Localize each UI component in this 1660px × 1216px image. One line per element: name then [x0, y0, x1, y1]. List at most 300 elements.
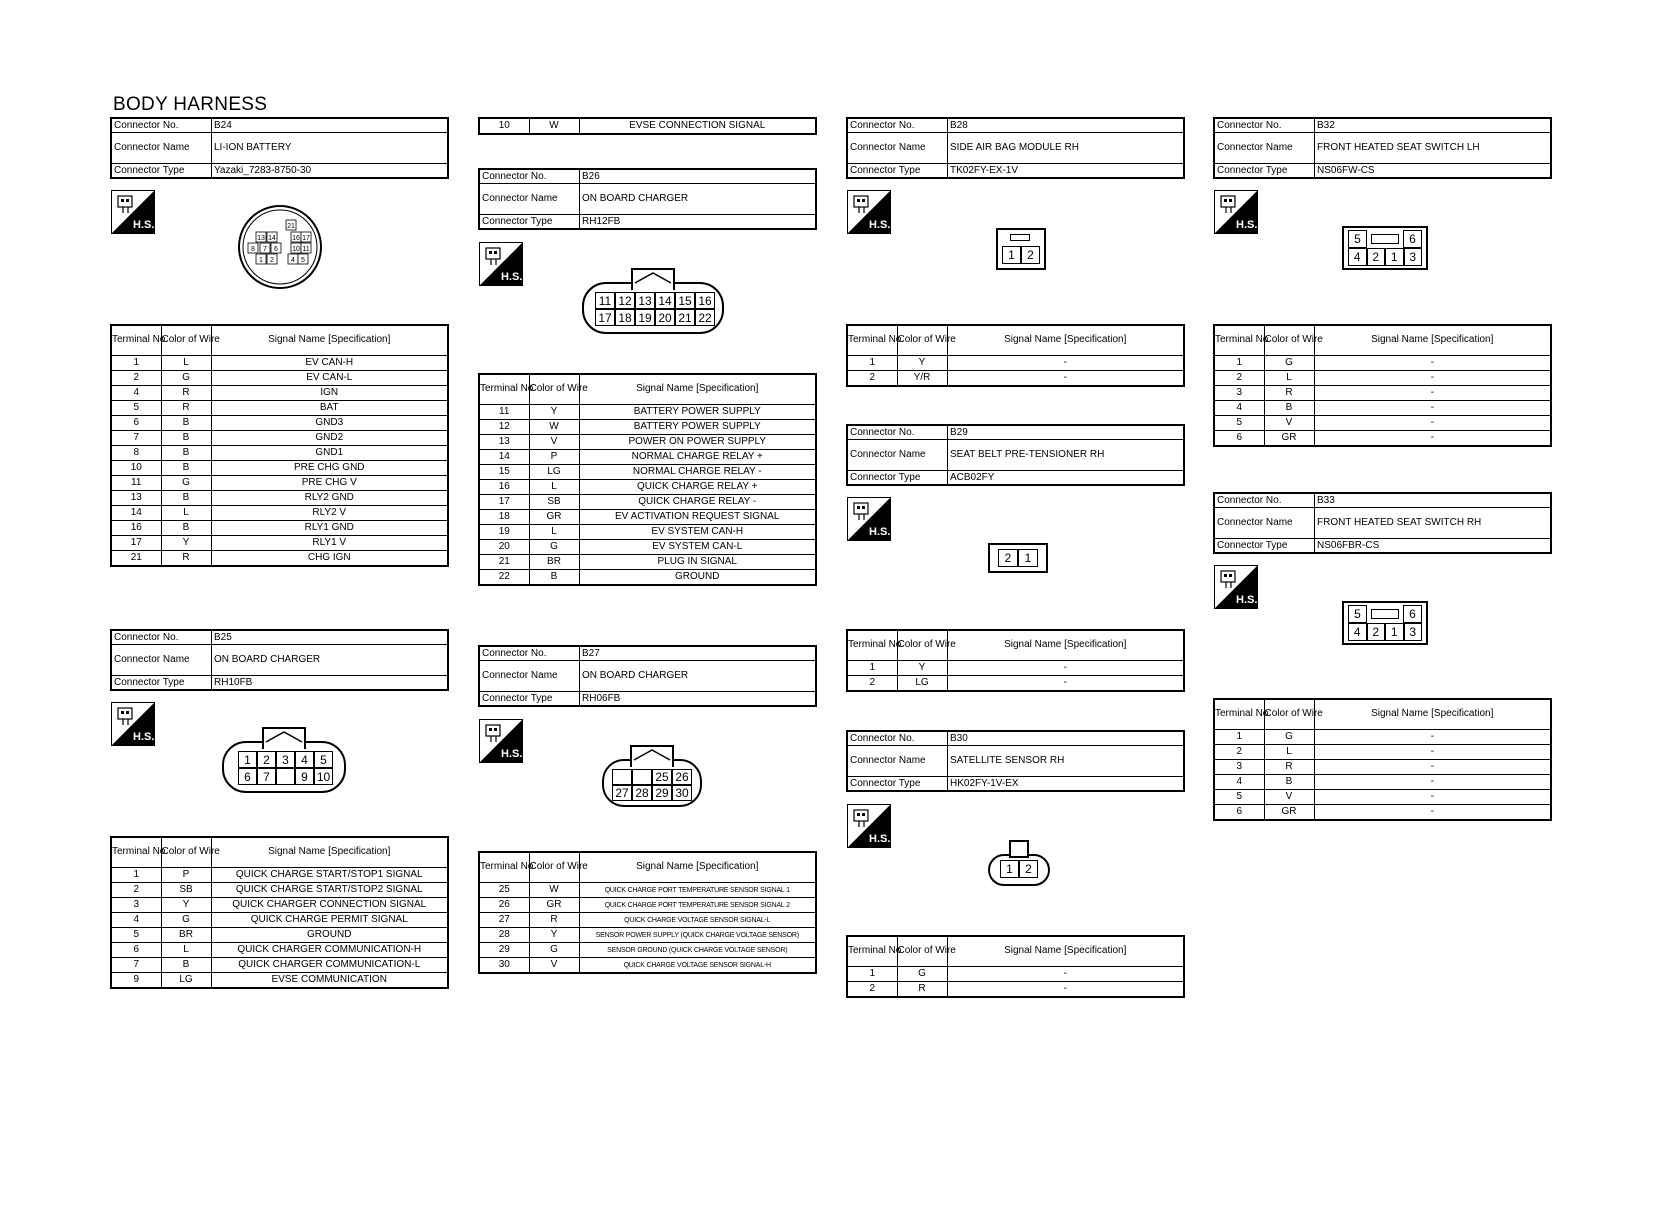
wire-color-cell: L — [1264, 371, 1314, 386]
connector-name-label — [1214, 133, 1315, 164]
terminal-table-b28 — [846, 324, 1185, 387]
wire-color-cell: G — [529, 943, 579, 958]
connector-name-text: FRONT HEATED SEAT SWITCH RH — [1317, 517, 1482, 528]
pin-cell: 1 — [1385, 623, 1404, 641]
pin-cell: 22 — [695, 309, 715, 326]
connector-name-label — [479, 184, 580, 215]
terminal-no-cell: 30 — [479, 958, 529, 974]
signal-name-cell: QUICK CHARGE RELAY + — [579, 480, 816, 495]
connector-type-label-text: Connector Type — [482, 692, 553, 704]
signal-name-cell: - — [1314, 790, 1551, 805]
connector-type-label-text: Connector Type — [850, 164, 921, 176]
connector-no-value — [948, 731, 1185, 746]
terminal-table-b33 — [1213, 698, 1552, 821]
harness-side-icon — [847, 804, 891, 848]
connector-no-label — [1214, 493, 1315, 508]
wire-color-cell: B — [161, 461, 211, 476]
pin-cell: 3 — [1404, 623, 1423, 641]
signal-name-header-text: Signal Name [Specification] — [1004, 945, 1127, 957]
signal-name-cell: RLY2 V — [211, 506, 448, 521]
terminal-no-cell: 6 — [1214, 431, 1264, 447]
hs-label: H.S. — [869, 219, 891, 231]
wire-color-cell: B — [161, 491, 211, 506]
signal-name-cell: EV CAN-H — [211, 356, 448, 371]
table-row — [111, 928, 448, 943]
connector-name-label — [847, 440, 948, 471]
connector-type-value — [948, 777, 1185, 792]
terminal-no-header-text: Terminal No. — [848, 334, 905, 346]
pin-cell: 4 — [1348, 623, 1367, 641]
pin-cell: 2 — [998, 549, 1018, 567]
wire-color-cell: G — [897, 967, 947, 982]
pin-cell: 2 — [257, 751, 276, 768]
connector-no-label — [1214, 118, 1315, 133]
wire-color-cell: L — [161, 356, 211, 371]
connector-name-label — [111, 645, 212, 676]
hs-badge-icon — [847, 804, 891, 848]
connector-type-label — [479, 215, 580, 230]
signal-name-cell: - — [947, 356, 1184, 371]
table-row — [1214, 730, 1551, 745]
color-of-wire-header-text: Color of Wire — [529, 861, 588, 873]
pin-number: 13 — [257, 235, 265, 242]
terminal-no-header — [111, 837, 169, 868]
connector-no-text: B26 — [582, 170, 600, 182]
signal-name-cell: - — [947, 676, 1184, 692]
terminal-no-header — [847, 630, 905, 661]
signal-name-cell: - — [947, 371, 1184, 387]
wire-color-cell: B — [161, 521, 211, 536]
signal-name-cell: RLY2 GND — [211, 491, 448, 506]
terminal-table-b29 — [846, 629, 1185, 692]
harness-side-icon — [479, 242, 523, 286]
connector-no-label-text: Connector No. — [482, 170, 547, 182]
signal-name-cell: EVSE CONNECTION SIGNAL — [579, 118, 816, 134]
connector-no-label-text: Connector No. — [1217, 494, 1282, 506]
table-row — [479, 555, 816, 570]
signal-name-cell: - — [947, 967, 1184, 982]
connector-no-text: B25 — [214, 631, 232, 643]
connector-no-text: B30 — [950, 732, 968, 744]
signal-name-cell: - — [1314, 745, 1551, 760]
signal-name-header-text: Signal Name [Specification] — [636, 861, 759, 873]
table-row — [111, 446, 448, 461]
hs-label: H.S. — [1236, 594, 1258, 606]
signal-name-cell: NORMAL CHARGE RELAY - — [579, 465, 816, 480]
table-row — [479, 913, 816, 928]
signal-name-cell: GND3 — [211, 416, 448, 431]
wire-color-cell: Y — [897, 661, 947, 676]
table-row — [111, 461, 448, 476]
pin-cell: 13 — [635, 292, 655, 309]
connector-no-label-text: Connector No. — [850, 426, 915, 438]
wire-color-cell: LG — [529, 465, 579, 480]
signal-name-cell: BATTERY POWER SUPPLY — [579, 405, 816, 420]
pin-cell: 10 — [314, 768, 333, 785]
terminal-no-cell: 4 — [111, 913, 161, 928]
connector-type-value — [580, 215, 817, 230]
connector-name-label — [847, 746, 948, 777]
signal-name-cell: QUICK CHARGE START/STOP2 SIGNAL — [211, 883, 448, 898]
pin-cell: 28 — [632, 785, 652, 801]
wire-color-cell: L — [529, 480, 579, 495]
terminal-no-header-text: Terminal No. — [112, 846, 169, 858]
pin-cell: 2 — [1021, 246, 1040, 264]
table-row — [111, 536, 448, 551]
connector-type-label-text: Connector Type — [850, 471, 921, 483]
connector-type-label-text: Connector Type — [1217, 539, 1288, 551]
terminal-table-b32 — [1213, 324, 1552, 447]
terminal-table-b26 — [478, 373, 817, 586]
signal-name-cell: - — [1314, 431, 1551, 447]
terminal-no-header-text: Terminal No. — [1215, 334, 1272, 346]
table-row — [847, 661, 1184, 676]
signal-name-cell: QUICK CHARGER CONNECTION SIGNAL — [211, 898, 448, 913]
signal-name-header — [947, 630, 1184, 661]
connector-name-text: LI-ION BATTERY — [214, 142, 292, 153]
signal-name-cell: - — [1314, 386, 1551, 401]
signal-name-cell: PRE CHG V — [211, 476, 448, 491]
connector-name-text: FRONT HEATED SEAT SWITCH LH — [1317, 142, 1480, 153]
terminal-no-cell: 18 — [479, 510, 529, 525]
signal-name-cell: QUICK CHARGE START/STOP1 SIGNAL — [211, 868, 448, 883]
pin-cell: 3 — [1404, 248, 1423, 266]
terminal-no-cell: 14 — [111, 506, 161, 521]
terminal-no-cell: 2 — [847, 676, 897, 692]
terminal-no-cell: 6 — [111, 416, 161, 431]
connector-name-text: SIDE AIR BAG MODULE RH — [950, 142, 1079, 153]
connector-info-b33 — [1213, 492, 1552, 554]
wire-color-cell: B — [1264, 775, 1314, 790]
pin-cell: 2 — [1367, 248, 1386, 266]
signal-name-header-text: Signal Name [Specification] — [636, 383, 759, 395]
signal-name-cell: NORMAL CHARGE RELAY + — [579, 450, 816, 465]
terminal-no-header — [847, 325, 905, 356]
pin-cell — [276, 768, 295, 785]
color-of-wire-header-text: Color of Wire — [529, 383, 588, 395]
terminal-no-header-text: Terminal No. — [848, 945, 905, 957]
color-of-wire-header — [897, 325, 956, 356]
connector-info-b24 — [110, 117, 449, 179]
connector-type-label-text: Connector Type — [1217, 164, 1288, 176]
connector-info-b25 — [110, 629, 449, 691]
pin-cell: 4 — [1348, 248, 1367, 266]
pin-cell: 5 — [1348, 230, 1367, 248]
connector-name-label-text: Connector Name — [850, 142, 926, 153]
connector-no-label — [111, 630, 212, 645]
hs-label: H.S. — [869, 833, 891, 845]
hs-label: H.S. — [133, 219, 155, 231]
connector-no-label-text: Connector No. — [114, 119, 179, 131]
pin-cell: 25 — [652, 769, 672, 785]
hs-badge-icon — [1214, 190, 1258, 234]
hs-badge-icon — [111, 702, 155, 746]
pin-cell: 15 — [675, 292, 695, 309]
terminal-no-cell: 6 — [111, 943, 161, 958]
wire-color-cell: B — [161, 446, 211, 461]
wire-color-cell: G — [1264, 730, 1314, 745]
signal-name-cell: GND1 — [211, 446, 448, 461]
pin-number: 7 — [263, 246, 267, 253]
terminal-no-cell: 1 — [847, 356, 897, 371]
table-row — [111, 958, 448, 973]
connector-type-label — [479, 692, 580, 707]
pin-number: 17 — [302, 235, 310, 242]
terminal-no-cell: 1 — [111, 356, 161, 371]
terminal-no-cell: 5 — [111, 401, 161, 416]
signal-name-cell: - — [1314, 805, 1551, 821]
connector-type-label-text: Connector Type — [850, 777, 921, 789]
pin-cell: 26 — [672, 769, 692, 785]
wire-color-cell: G — [529, 540, 579, 555]
wire-color-cell: P — [161, 868, 211, 883]
terminal-no-cell: 19 — [479, 525, 529, 540]
wire-color-cell: SB — [161, 883, 211, 898]
terminal-no-cell: 14 — [479, 450, 529, 465]
connector-type-text: RH06FB — [582, 692, 621, 704]
terminal-no-cell: 2 — [1214, 745, 1264, 760]
connector-no-value — [212, 630, 449, 645]
pin-cell: 11 — [595, 292, 615, 309]
pin-number: 6 — [274, 246, 278, 253]
signal-name-cell: GROUND — [579, 570, 816, 586]
connector-name-value — [948, 746, 1185, 777]
pin-cell: 19 — [635, 309, 655, 326]
connector-no-label — [479, 646, 580, 661]
connector-no-label-text: Connector No. — [114, 631, 179, 643]
connector-face-b27 — [602, 745, 702, 807]
wire-color-cell: R — [161, 386, 211, 401]
terminal-no-header — [1214, 699, 1272, 730]
hs-badge-icon — [847, 497, 891, 541]
table-row — [847, 967, 1184, 982]
terminal-no-cell: 13 — [479, 435, 529, 450]
color-of-wire-header — [161, 837, 220, 868]
signal-name-cell: BAT — [211, 401, 448, 416]
wire-color-cell: W — [529, 118, 579, 134]
signal-name-cell: BATTERY POWER SUPPLY — [579, 420, 816, 435]
table-row — [111, 416, 448, 431]
color-of-wire-header — [897, 936, 956, 967]
color-of-wire-header — [529, 852, 588, 883]
connector-name-value — [948, 133, 1185, 164]
wire-color-cell: Y — [897, 356, 947, 371]
connector-type-value — [1315, 164, 1552, 179]
table-row — [479, 420, 816, 435]
wire-color-cell: SB — [529, 495, 579, 510]
signal-name-cell: QUICK CHARGE RELAY - — [579, 495, 816, 510]
pin-cell: 4 — [295, 751, 314, 768]
connector-name-label-text: Connector Name — [1217, 517, 1293, 528]
pin-cell: 14 — [655, 292, 675, 309]
wire-color-cell: BR — [529, 555, 579, 570]
signal-name-cell: SENSOR POWER SUPPLY (QUICK CHARGE VOLTAGE SENSOR) — [579, 928, 816, 943]
wire-color-cell: V — [529, 958, 579, 974]
connector-type-label — [1214, 164, 1315, 179]
connector-name-text: SEAT BELT PRE-TENSIONER RH — [950, 449, 1105, 460]
table-row — [479, 465, 816, 480]
connector-type-label-text: Connector Type — [482, 215, 553, 227]
table-row — [479, 480, 816, 495]
signal-name-header — [579, 374, 816, 405]
signal-name-header-text: Signal Name [Specification] — [1371, 334, 1494, 346]
terminal-no-cell: 1 — [1214, 730, 1264, 745]
connector-face-b25 — [222, 727, 346, 793]
pin-cell — [632, 769, 652, 785]
terminal-no-cell: 29 — [479, 943, 529, 958]
wire-color-cell: LG — [897, 676, 947, 692]
table-row — [847, 982, 1184, 998]
connector-name-value — [580, 184, 817, 215]
wire-color-cell: G — [161, 371, 211, 386]
signal-name-header — [579, 852, 816, 883]
signal-name-header-text: Signal Name [Specification] — [268, 334, 391, 346]
color-of-wire-header-text: Color of Wire — [897, 639, 956, 651]
color-of-wire-header — [897, 630, 956, 661]
table-row — [479, 943, 816, 958]
wire-color-cell: L — [529, 525, 579, 540]
connector-no-value — [1315, 493, 1552, 508]
terminal-no-cell: 1 — [1214, 356, 1264, 371]
terminal-no-cell: 2 — [847, 371, 897, 387]
terminal-no-cell: 1 — [847, 967, 897, 982]
connector-name-text: ON BOARD CHARGER — [214, 654, 321, 665]
table-row — [1214, 431, 1551, 447]
connector-no-value — [948, 118, 1185, 133]
connector-type-text: RH10FB — [214, 676, 253, 688]
hs-label: H.S. — [133, 731, 155, 743]
pin-number: 11 — [302, 246, 310, 253]
signal-name-cell: QUICK CHARGE PERMIT SIGNAL — [211, 913, 448, 928]
table-row — [111, 551, 448, 567]
signal-name-cell: - — [1314, 760, 1551, 775]
pin-number: 16 — [292, 235, 300, 242]
table-row — [111, 386, 448, 401]
pin-number: 4 — [291, 257, 295, 264]
harness-side-icon — [1214, 190, 1258, 234]
table-row — [111, 371, 448, 386]
wire-color-cell: R — [529, 913, 579, 928]
terminal-no-cell: 11 — [479, 405, 529, 420]
signal-name-cell: GND2 — [211, 431, 448, 446]
table-row — [479, 883, 816, 898]
table-row — [479, 118, 816, 134]
latch-arrow-icon — [632, 747, 672, 761]
color-of-wire-header — [529, 374, 588, 405]
pin-number: 8 — [251, 246, 255, 253]
terminal-no-cell: 1 — [847, 661, 897, 676]
wire-color-cell: Y/R — [897, 371, 947, 387]
terminal-no-cell: 21 — [111, 551, 161, 567]
connector-type-label — [1214, 539, 1315, 554]
terminal-no-cell: 16 — [479, 480, 529, 495]
signal-name-header — [211, 837, 448, 868]
terminal-no-cell: 12 — [479, 420, 529, 435]
connector-no-label-text: Connector No. — [850, 732, 915, 744]
wire-color-cell: R — [1264, 760, 1314, 775]
connector-name-label — [1214, 508, 1315, 539]
hs-badge-icon — [479, 719, 523, 763]
terminal-no-cell: 4 — [1214, 401, 1264, 416]
connector-no-label-text: Connector No. — [850, 119, 915, 131]
signal-name-cell: RLY1 GND — [211, 521, 448, 536]
table-row — [111, 868, 448, 883]
signal-name-cell: QUICK CHARGE VOLTAGE SENSOR SIGNAL-L — [579, 913, 816, 928]
connector-name-label-text: Connector Name — [114, 654, 190, 665]
table-row — [847, 371, 1184, 387]
signal-name-cell: QUICK CHARGER COMMUNICATION-H — [211, 943, 448, 958]
pin-cell: 27 — [612, 785, 632, 801]
table-row — [479, 435, 816, 450]
table-row — [479, 510, 816, 525]
table-row — [479, 928, 816, 943]
color-of-wire-header — [1264, 325, 1323, 356]
terminal-no-cell: 2 — [111, 883, 161, 898]
connector-no-value — [580, 646, 817, 661]
signal-name-cell: - — [1314, 775, 1551, 790]
connector-no-label-text: Connector No. — [482, 647, 547, 659]
wire-color-cell: Y — [161, 536, 211, 551]
signal-name-cell: PRE CHG GND — [211, 461, 448, 476]
terminal-no-cell: 2 — [847, 982, 897, 998]
hs-label: H.S. — [1236, 219, 1258, 231]
connector-name-value — [212, 645, 449, 676]
pin-cell: 7 — [257, 768, 276, 785]
latch-arrow-icon — [633, 270, 673, 284]
connector-latch — [1009, 840, 1029, 858]
connector-name-text: ON BOARD CHARGER — [582, 670, 689, 681]
wire-color-cell: R — [161, 401, 211, 416]
connector-face-b24 — [236, 203, 324, 291]
terminal-no-cell: 11 — [111, 476, 161, 491]
signal-name-cell: CHG IGN — [211, 551, 448, 567]
connector-name-label — [479, 661, 580, 692]
connector-name-label-text: Connector Name — [482, 193, 558, 204]
page-title: BODY HARNESS — [113, 94, 268, 115]
table-row — [847, 676, 1184, 692]
table-row — [111, 476, 448, 491]
signal-name-cell: GROUND — [211, 928, 448, 943]
table-row — [111, 943, 448, 958]
signal-name-cell: - — [947, 982, 1184, 998]
signal-name-cell: EVSE COMMUNICATION — [211, 973, 448, 989]
pin-cell — [612, 769, 632, 785]
pin-number: 5 — [301, 257, 305, 264]
terminal-no-cell: 28 — [479, 928, 529, 943]
harness-side-icon — [111, 190, 155, 234]
terminal-no-cell: 3 — [1214, 386, 1264, 401]
connector-no-text: B24 — [214, 119, 232, 131]
signal-name-header — [1314, 325, 1551, 356]
connector-type-text: ACB02FY — [950, 471, 995, 483]
wire-color-cell: G — [161, 476, 211, 491]
terminal-no-cell: 2 — [111, 371, 161, 386]
connector-no-value — [212, 118, 449, 133]
wire-color-cell: G — [161, 913, 211, 928]
table-row — [1214, 416, 1551, 431]
color-of-wire-header-text: Color of Wire — [897, 334, 956, 346]
signal-name-header-text: Signal Name [Specification] — [1371, 708, 1494, 720]
signal-name-cell: - — [1314, 371, 1551, 386]
connector-type-value — [212, 164, 449, 179]
pin-cell: 29 — [652, 785, 672, 801]
terminal-no-cell: 22 — [479, 570, 529, 586]
terminal-no-cell: 20 — [479, 540, 529, 555]
pin-number: 14 — [268, 235, 276, 242]
table-row — [111, 883, 448, 898]
connector-face-b29 — [988, 543, 1048, 573]
connector-no-label — [847, 731, 948, 746]
